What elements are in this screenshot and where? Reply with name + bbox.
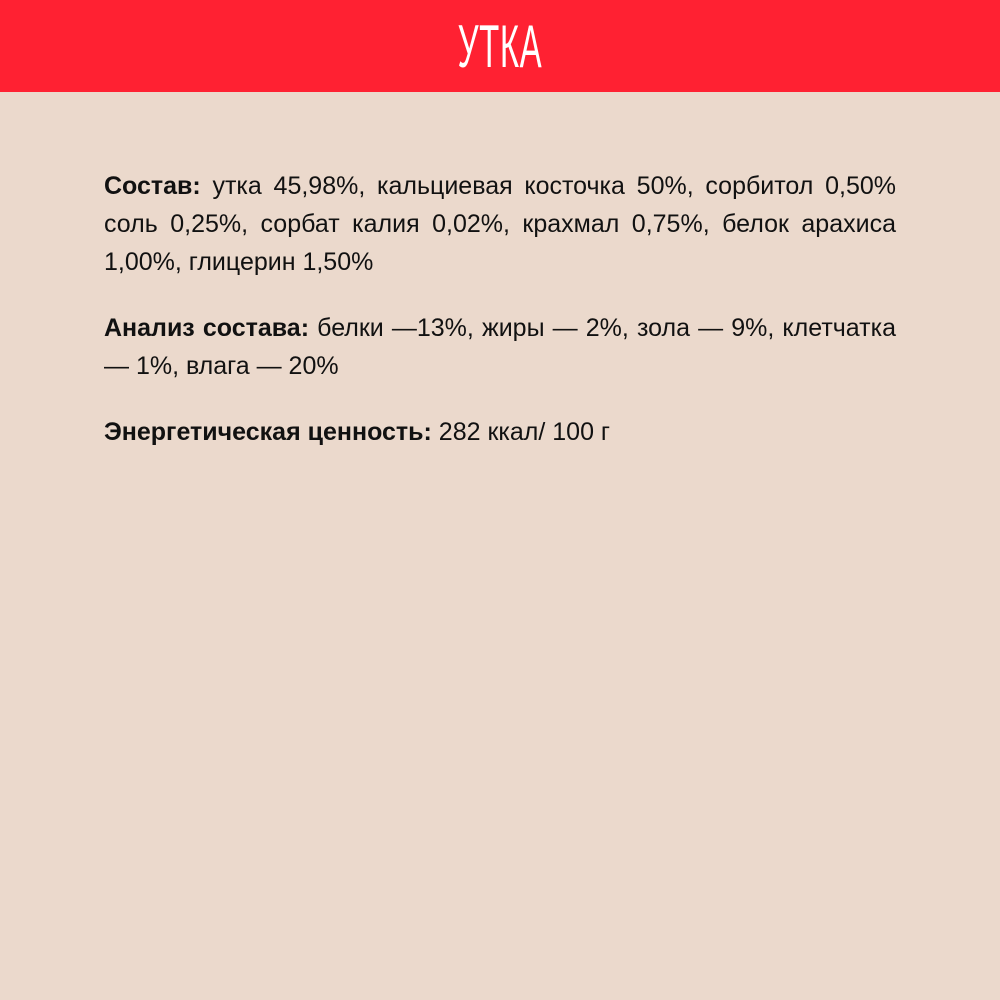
analysis-text: белки —13%, жиры — 2%, зола — 9%, клетчатка — 1%, влага — 20% (104, 314, 896, 380)
composition-label: Состав: (104, 172, 201, 200)
page-title: УТКА (457, 13, 543, 80)
energy-text: 282 ккал/ 100 г (431, 418, 611, 446)
composition-paragraph (104, 167, 896, 281)
analysis-paragraph (104, 309, 896, 385)
energy-paragraph (104, 413, 896, 451)
product-info (104, 167, 896, 479)
energy-label: Энергетическая ценность: (104, 418, 432, 446)
header-bar (0, 0, 1000, 92)
composition-text: утка 45,98%, кальциевая косточка 50%, сорбитол 0,50% соль 0,25%, сорбат калия 0,02%, крахмал 0,75%, белок арахиса 1,00%, глицерин 1,50% (104, 172, 896, 276)
analysis-label: Анализ состава: (104, 314, 310, 342)
